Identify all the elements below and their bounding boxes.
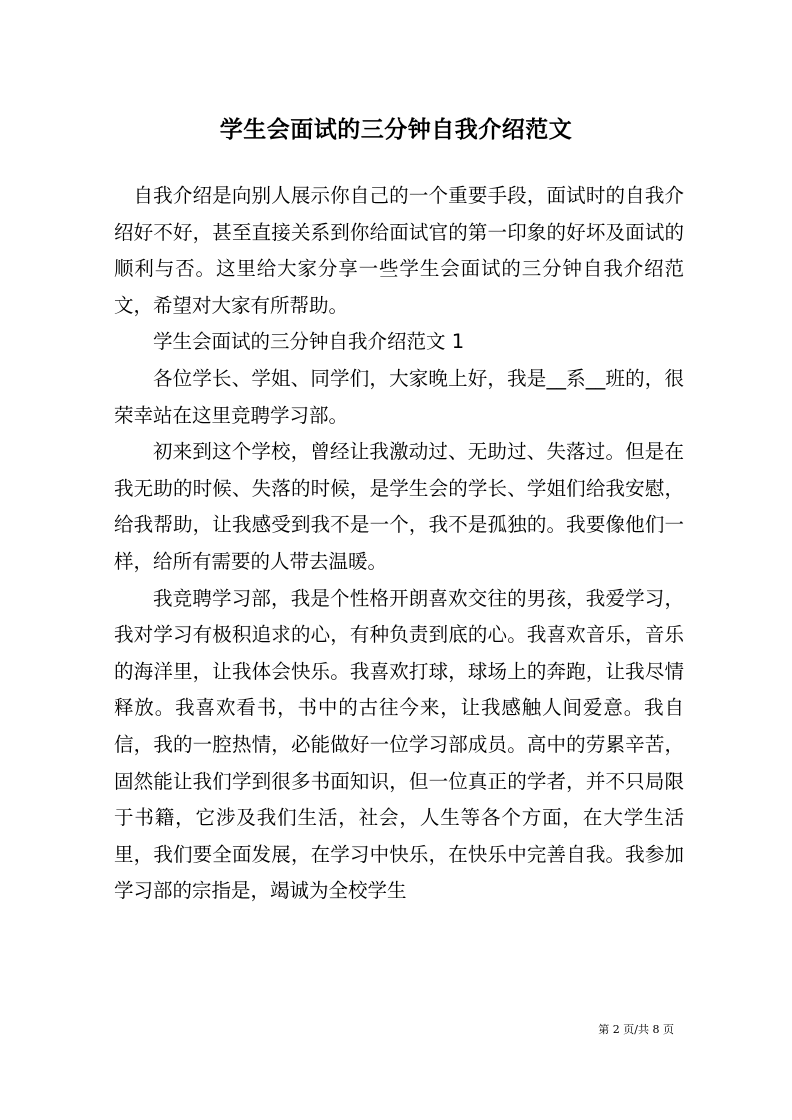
- page-number-footer: 第 2 页/共 8 页: [598, 1023, 674, 1036]
- section-heading: 学生会面试的三分钟自我介绍范文 1: [153, 330, 465, 354]
- greeting-paragraph: 各位学长、学姐、同学们，大家晚上好，我是__系__班的，很荣幸站在这里竞聘学习部。: [114, 366, 684, 427]
- intro-paragraph: 自我介绍是向别人展示你自己的一个重要手段，面试时的自我介绍好不好，甚至直接关系到你给面试官的第一印象的好坏及面试的顺利与否。这里给大家分享一些学生会面试的三分钟自我介绍范文，希望对大家有所帮助。: [114, 184, 684, 317]
- body-paragraph: 我竞聘学习部，我是个性格开朗喜欢交往的男孩，我爱学习，我对学习有极积追求的心，有种负责到底的心。我喜欢音乐，音乐的海洋里，让我体会快乐。我喜欢打球，球场上的奔跑，让我尽情释放。我喜欢看书，书中的古往今来，让我感触人间爱意。我自信，我的一腔热情，必能做好一位学习部成员。高中的劳累辛苦，固然能让我们学到很多书面知识，但一位真正的学者，并不只局限于书籍，它涉及我们生活，社会，人生等各个方面，在大学生活里，我们要全面发展，在学习中快乐，在快乐中完善自我。我参加学习部的宗指是，竭诚为全校学生: [114, 586, 684, 903]
- document-body: [114, 178, 684, 910]
- body-paragraph: 初来到这个学校，曾经让我激动过、无助过、失落过。但是在我无助的时候、失落的时候，是学生会的学长、学姐们给我安慰，给我帮助，让我感受到我不是一个，我不是孤独的。我要像他们一样，给所有需要的人带去温暖。: [114, 440, 684, 573]
- document-title: 学生会面试的三分钟自我介绍范文: [219, 117, 573, 143]
